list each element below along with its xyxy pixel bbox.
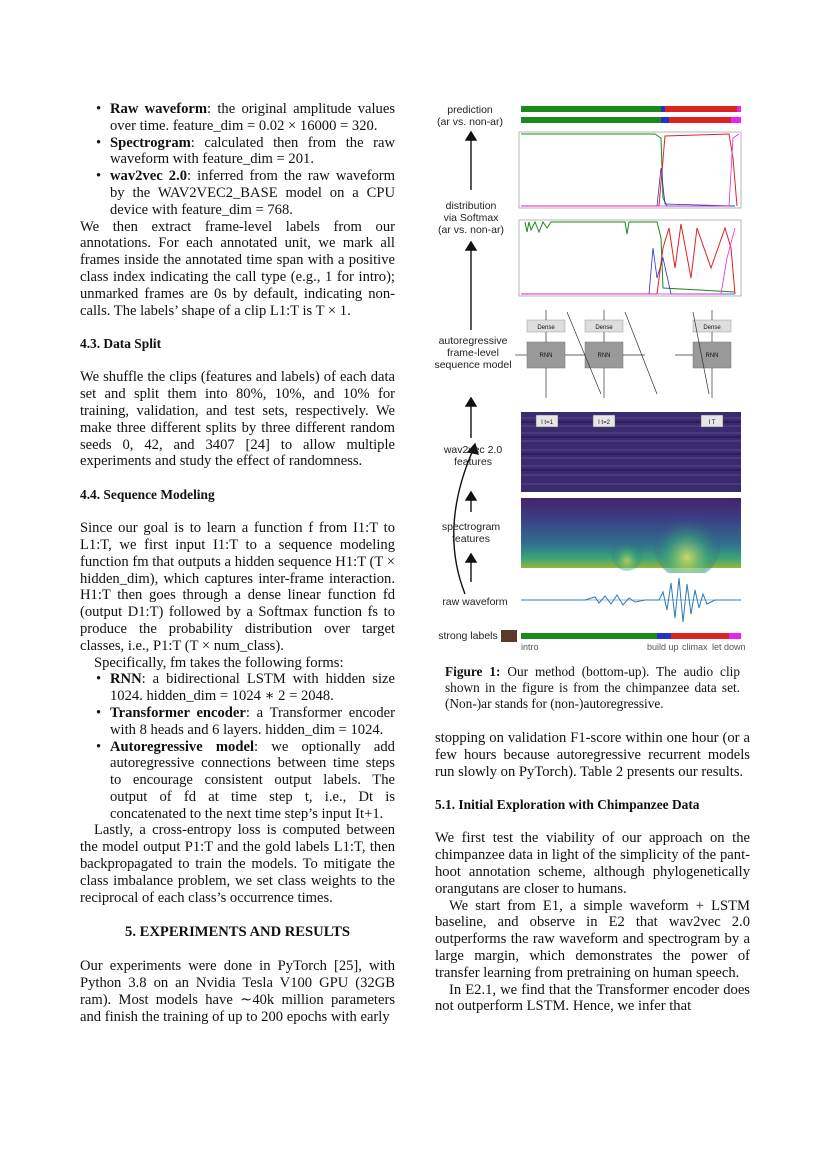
figure-diagram bbox=[435, 98, 750, 658]
chimpanzee-thumbnail bbox=[501, 630, 517, 642]
spectrogram-image bbox=[521, 498, 741, 579]
prediction-bar-intro bbox=[521, 106, 661, 112]
list-item: • Transformer encoder: a Transformer encoder with 8 heads and 6 layers. hidden_dim = 1024. bbox=[80, 705, 395, 739]
svg-text:RNN: RNN bbox=[597, 353, 611, 359]
svg-text:RNN: RNN bbox=[539, 353, 553, 359]
svg-text:Dense: Dense bbox=[537, 325, 555, 331]
feature-list bbox=[80, 101, 395, 219]
label-prediction: prediction (ar vs. non-ar) bbox=[437, 104, 503, 128]
list-item: • Autoregressive model: we optionally add autoregressive connections between time steps to encourage consistent output labels. The output of fd at time step t, i.e., Dt is concatenated to the next time step’s input It+1. bbox=[80, 739, 395, 823]
paragraph: We shuffle the clips (features and labels) of each data set and split them into 80%, 10%, and 10% for training, validation, and test sets, respectively. We make three different splits by three different random seeds 0, 42, and 3407 [24] to allow multiple experiments and study the effect of randomness. bbox=[80, 369, 395, 470]
paragraph: In E2.1, we find that the Transformer encoder does not outperform LSTM. Hence, we infer that bbox=[435, 981, 750, 1015]
right-column bbox=[435, 730, 750, 1015]
prediction-bar-nonar bbox=[521, 117, 661, 123]
class-label-let-down: let down bbox=[712, 642, 746, 652]
label-distribution: distribution via Softmax (ar vs. non-ar) bbox=[438, 200, 504, 236]
svg-text:Dense: Dense bbox=[703, 325, 721, 331]
paragraph: We then extract frame-level labels from our annotations. For each annotated unit, we mark all frames inside the annotated time span with a positive class index indicating the call type (e.g., 1 for intro); unmarked frames are 0s by default, indicating non-calls. The labels’ shape of a clip L1:T is T × 1. bbox=[80, 218, 395, 319]
svg-text:I t=1: I t=1 bbox=[541, 420, 553, 426]
class-label-climax: climax bbox=[682, 642, 708, 652]
svg-text:I t=2: I t=2 bbox=[598, 420, 610, 426]
paragraph: stopping on validation F1-score within one hour (or a few hours because autoregressive recurrent models run slowly on PyTorch). Table 2 presents our results. bbox=[435, 730, 750, 780]
label-raw-waveform: raw waveform bbox=[442, 596, 508, 608]
section-heading: 4.3. Data Split bbox=[80, 336, 162, 352]
list-item: • Spectrogram: calculated then from the raw waveform with feature_dim = 201. bbox=[80, 135, 395, 169]
paragraph: Since our goal is to learn a function f from I1:T to L1:T, we first input I1:T to a sequence modeling function fm that outputs a hidden sequence H1:T (T × hidden_dim), which captures inter-frame interaction. H1:T then goes through a dense linear function fd (output D1:T) followed by a Softmax function fs to produce the probability distribution over target classes, i.e., P1:T (T × num_class). bbox=[80, 520, 395, 654]
probability-plot-ar bbox=[519, 132, 741, 208]
paragraph: Specifically, fm takes the following forms: bbox=[94, 654, 344, 671]
class-label-intro: intro bbox=[521, 642, 539, 652]
paragraph: We first test the viability of our approach on the chimpanzee data in light of the simplicity of the pant-hoot annotation scheme, although phylogenetically orangutans are closer to humans. bbox=[435, 830, 750, 897]
class-label-build-up: build up bbox=[647, 642, 679, 652]
svg-text:RNN: RNN bbox=[705, 353, 719, 359]
waveform-plot bbox=[521, 573, 741, 627]
rnn-stack bbox=[515, 310, 731, 398]
svg-text:Dense: Dense bbox=[595, 325, 613, 331]
list-item: • RNN: a bidirectional LSTM with hidden size 1024. hidden_dim = 1024 ∗ 2 = 2048. bbox=[80, 671, 395, 705]
list-item: • wav2vec 2.0: inferred from the raw waveform by the WAV2VEC2_BASE model on a CPU device with feature_dim = 768. bbox=[80, 168, 395, 218]
paragraph: Lastly, a cross-entropy loss is computed between the model output P1:T and the gold labels L1:T, then backpropagated to train the models. To mitigate the class imbalance problem, we set class weights to the reciprocal of each class’s occurrence times. bbox=[80, 822, 395, 906]
label-autoregressive: autoregressive frame-level sequence model bbox=[434, 335, 512, 371]
probability-plot-nonar bbox=[519, 220, 741, 296]
section-heading: 5. EXPERIMENTS AND RESULTS bbox=[125, 924, 350, 941]
strong-labels-bar bbox=[521, 633, 741, 639]
figure-caption: Figure 1: Our method (bottom-up). The audio clip shown in the figure is from the chimpanzee data set. (Non-)ar stands for (non-)autoregressive. bbox=[445, 664, 740, 711]
paragraph: Our experiments were done in PyTorch [25], with Python 3.8 on an Nvidia Tesla V100 GPU (32GB ram). Most models have ∼40k million parameters and finish the training of up to 200 epochs with early bbox=[80, 958, 395, 1025]
svg-text:I T: I T bbox=[708, 420, 716, 426]
left-column bbox=[80, 101, 395, 1026]
figure-1 bbox=[435, 98, 750, 658]
label-spectrogram: spectrogram features bbox=[441, 521, 501, 545]
section-heading: 4.4. Sequence Modeling bbox=[80, 487, 215, 503]
label-wav2vec: wav2vec 2.0 features bbox=[443, 444, 503, 468]
label-strong-labels: strong labels bbox=[438, 630, 498, 642]
model-list bbox=[80, 671, 395, 822]
paragraph: We start from E1, a simple waveform + LSTM baseline, and observe in E2 that wav2vec 2.0 outperforms the raw waveform and spectrogram by a large margin, which demonstrates the power of transfer learning from pretraining on human speech. bbox=[435, 897, 750, 981]
list-item: • Raw waveform: the original amplitude values over time. feature_dim = 0.02 × 16000 = 320. bbox=[80, 101, 395, 135]
section-heading: 5.1. Initial Exploration with Chimpanzee Data bbox=[435, 797, 700, 813]
